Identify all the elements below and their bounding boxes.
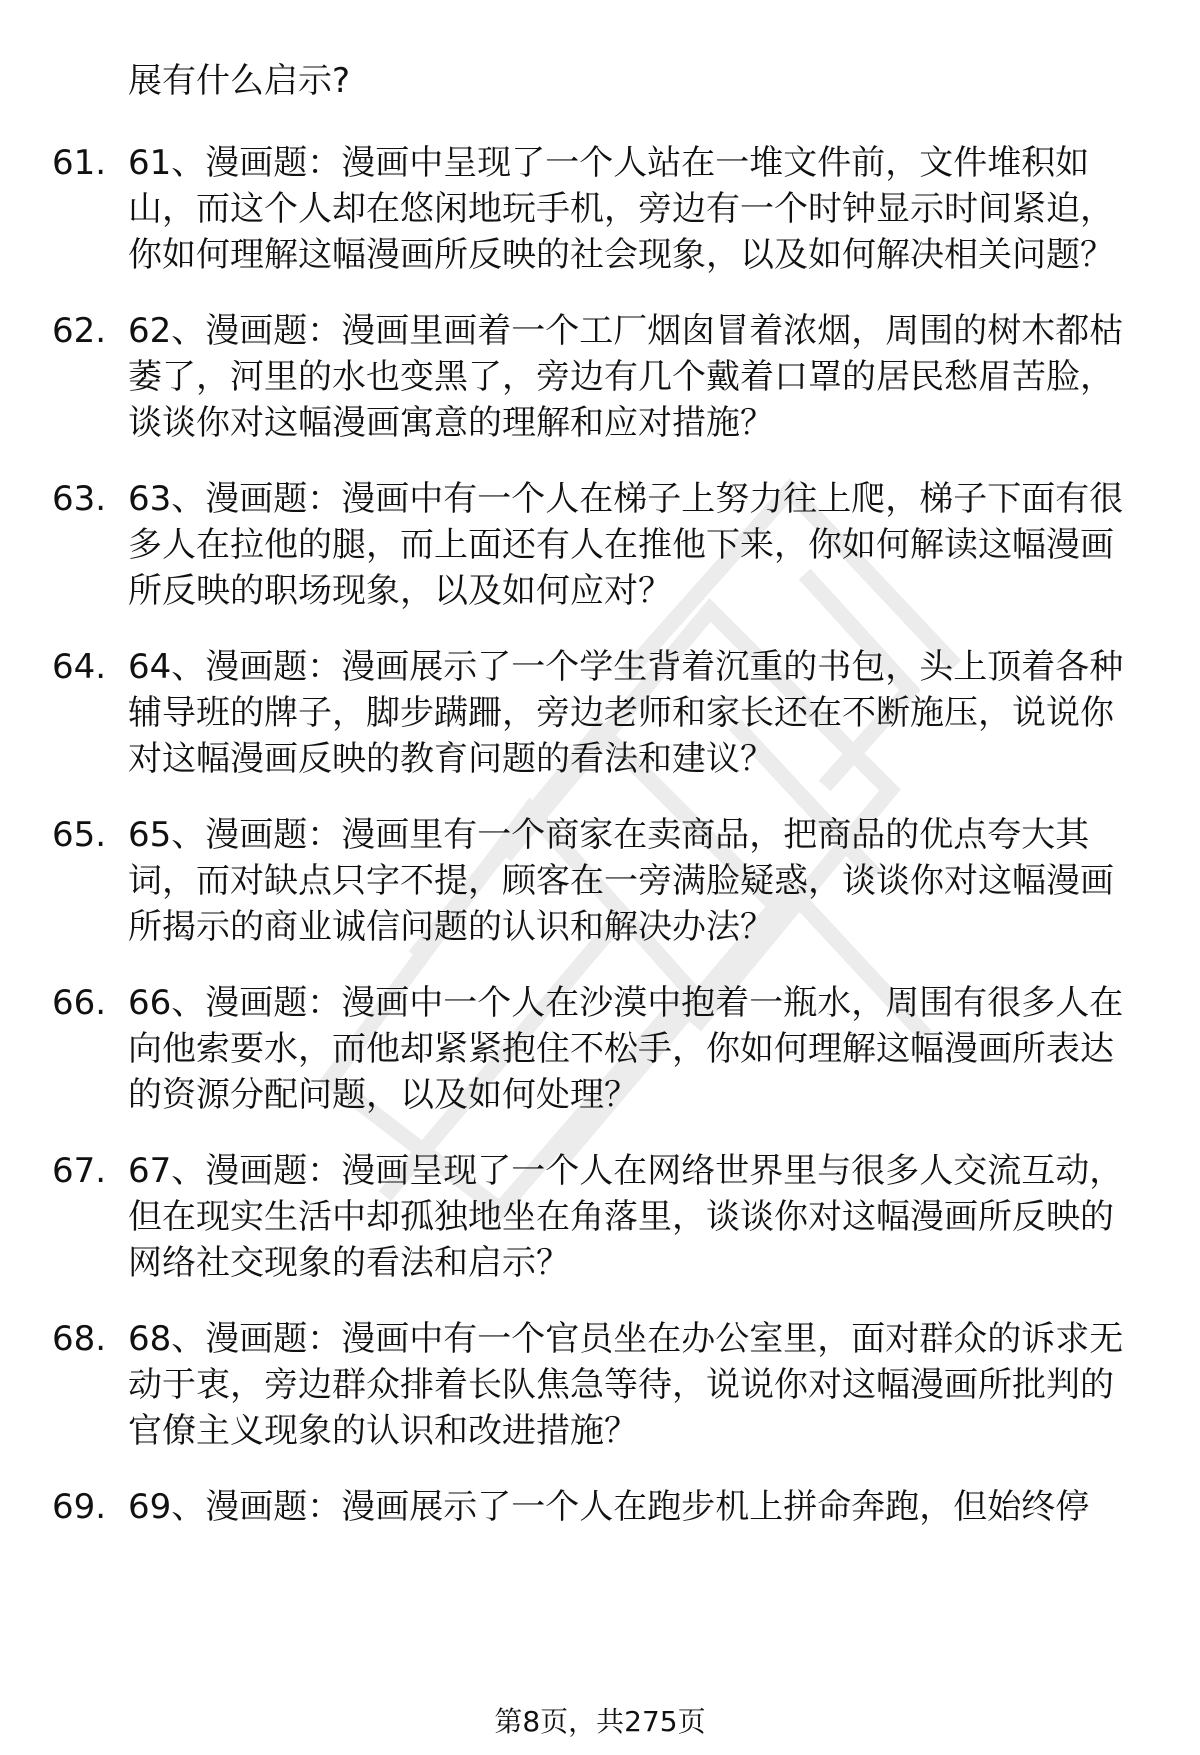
list-item <box>52 140 1152 278</box>
item-text: 69、漫画题：漫画展示了一个人在跑步机上拼命奔跑，但始终停 <box>128 1487 1090 1527</box>
item-text: 64、漫画题：漫画展示了一个学生背着沉重的书包，头上顶着各种辅导班的牌子，脚步蹒跚，旁边老师和家长还在不断施压，说说你对这幅漫画反映的教育问题的看法和建议？ <box>128 647 1124 779</box>
item-number: 64. <box>52 647 107 687</box>
item-text: 62、漫画题：漫画里画着一个工厂烟囱冒着浓烟，周围的树木都枯萎了，河里的水也变黑了，旁边有几个戴着口罩的居民愁眉苦脸，谈谈你对这幅漫画寓意的理解和应对措施？ <box>128 311 1124 443</box>
list-item <box>52 980 1152 1118</box>
item-number: 69. <box>52 1487 107 1527</box>
list-item <box>52 812 1152 950</box>
item-number: 67. <box>52 1151 107 1191</box>
item-text: 67、漫画题：漫画呈现了一个人在网络世界里与很多人交流互动，但在现实生活中却孤独地坐在角落里，谈谈你对这幅漫画所反映的网络社交现象的看法和启示？ <box>128 1151 1124 1283</box>
item-number: 68. <box>52 1319 107 1359</box>
list-item <box>52 476 1152 614</box>
item-number: 62. <box>52 311 107 351</box>
item-text: 63、漫画题：漫画中有一个人在梯子上努力往上爬，梯子下面有很多人在拉他的腿，而上面还有人在推他下来，你如何解读这幅漫画所反映的职场现象，以及如何应对？ <box>128 479 1124 611</box>
item-text: 66、漫画题：漫画中一个人在沙漠中抱着一瓶水，周围有很多人在向他索要水，而他却紧紧抱住不松手，你如何理解这幅漫画所表达的资源分配问题，以及如何处理？ <box>128 983 1124 1115</box>
question-list <box>52 140 1152 1560</box>
page-footer: 第8页，共275页 <box>494 1705 706 1738</box>
item-number: 66. <box>52 983 107 1023</box>
continued-text: 展有什么启示? <box>128 61 351 101</box>
list-item <box>52 308 1152 446</box>
item-number: 63. <box>52 479 107 519</box>
list-item <box>52 1316 1152 1454</box>
item-text: 68、漫画题：漫画中有一个官员坐在办公室里，面对群众的诉求无动于衷，旁边群众排着长队焦急等待，说说你对这幅漫画所批判的官僚主义现象的认识和改进措施？ <box>128 1319 1124 1451</box>
item-number: 61. <box>52 143 107 183</box>
item-number: 65. <box>52 815 107 855</box>
list-item <box>52 1148 1152 1286</box>
item-text: 65、漫画题：漫画里有一个商家在卖商品，把商品的优点夸大其词，而对缺点只字不提，顾客在一旁满脸疑惑，谈谈你对这幅漫画所揭示的商业诚信问题的认识和解决办法？ <box>128 815 1114 947</box>
list-item <box>52 1484 1152 1530</box>
item-text: 61、漫画题：漫画中呈现了一个人站在一堆文件前，文件堆积如山，而这个人却在悠闲地玩手机，旁边有一个时钟显示时间紧迫，你如何理解这幅漫画所反映的社会现象，以及如何解决相关问题？ <box>128 143 1114 275</box>
list-item <box>52 644 1152 782</box>
